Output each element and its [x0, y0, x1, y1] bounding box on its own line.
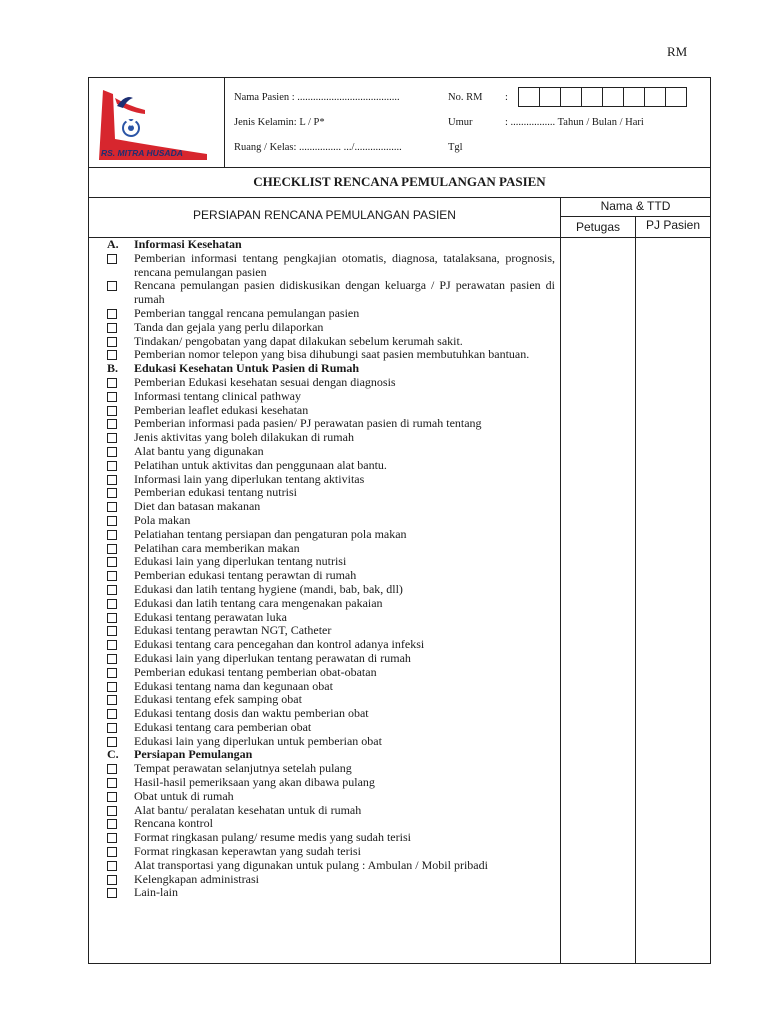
checklist-item-label: Tanda dan gejala yang perlu dilaporkan — [134, 319, 324, 334]
no-rm-boxes[interactable] — [519, 87, 687, 107]
checkbox[interactable] — [107, 654, 117, 664]
column-header — [89, 197, 710, 238]
checklist-item-label: Alat bantu yang digunakan — [134, 443, 264, 458]
section-letter: B. — [107, 361, 119, 376]
rm-corner-label: RM — [667, 44, 688, 59]
checkbox[interactable] — [107, 323, 117, 333]
checklist-item — [103, 680, 555, 694]
checklist-item-label: Edukasi dan latih tentang hygiene (mandi, bab, bak, dll) — [134, 581, 403, 596]
checklist-item-label: Obat untuk di rumah — [134, 788, 234, 803]
checklist-item-label: Tempat perawatan selanjutnya setelah pulang — [134, 761, 352, 776]
checklist-item — [103, 335, 555, 349]
column-header-main: PERSIAPAN RENCANA PEMULANGAN PASIEN — [89, 197, 561, 237]
checkbox[interactable] — [107, 695, 117, 705]
checkbox[interactable] — [107, 281, 117, 291]
checklist-item-label: Edukasi tentang nama dan kegunaan obat — [134, 678, 333, 693]
checkbox[interactable] — [107, 461, 117, 471]
checklist-item-label: Edukasi lain yang diperlukan tentang perawatan di rumah — [134, 650, 411, 665]
checklist-item-label: Jenis aktivitas yang boleh dilakukan di rumah — [134, 430, 354, 445]
checkbox[interactable] — [107, 640, 117, 650]
checklist-item-label: Edukasi tentang cara pemberian obat — [134, 719, 312, 734]
checklist-item — [103, 638, 555, 652]
checklist-content — [103, 238, 555, 900]
jenis-kelamin-field[interactable]: Jenis Kelamin: L / P* — [234, 117, 325, 128]
column-header-nama-ttd: Nama & TTD — [561, 197, 710, 217]
checkbox[interactable] — [107, 557, 117, 567]
checkbox[interactable] — [107, 833, 117, 843]
column-header-petugas: Petugas — [561, 217, 636, 237]
umur-label: Umur — [448, 117, 473, 128]
checkbox[interactable] — [107, 626, 117, 636]
checkbox[interactable] — [107, 778, 117, 788]
no-rm-colon: : — [505, 92, 508, 103]
petugas-signature-column[interactable] — [560, 237, 561, 963]
checkbox[interactable] — [107, 806, 117, 816]
patient-header — [89, 78, 710, 168]
checkbox[interactable] — [107, 737, 117, 747]
checklist-item — [103, 542, 555, 556]
checklist-item-label: Rencana kontrol — [134, 816, 213, 831]
checkbox[interactable] — [107, 488, 117, 498]
checkbox[interactable] — [107, 516, 117, 526]
ruang-kelas-field[interactable]: Ruang / Kelas: ................ .../.................. — [234, 142, 402, 153]
checklist-item-label: Edukasi tentang perawtan NGT, Catheter — [134, 623, 332, 638]
checklist-item — [103, 624, 555, 638]
section-heading — [103, 362, 555, 376]
checklist-item — [103, 555, 555, 569]
checklist-item-label: Pemberian edukasi tentang nutrisi — [134, 485, 297, 500]
checklist-item-label: Pemberian nomor telepon yang bisa dihubungi saat pasien membutuhkan bantuan. — [134, 347, 530, 362]
hospital-logo-icon — [95, 84, 213, 164]
checklist-item — [103, 376, 555, 390]
checkbox[interactable] — [107, 861, 117, 871]
checklist-item-label: Edukasi dan latih tentang cara mengenakan pakaian — [134, 595, 383, 610]
checklist-item — [103, 886, 555, 900]
checklist-item — [103, 528, 555, 542]
checklist-item-label: Alat transportasi yang digunakan untuk pulang : Ambulan / Mobil pribadi — [134, 857, 488, 872]
checkbox[interactable] — [107, 599, 117, 609]
checkbox[interactable] — [107, 502, 117, 512]
checkbox[interactable] — [107, 392, 117, 402]
section-heading — [103, 748, 555, 762]
checkbox[interactable] — [107, 378, 117, 388]
checkbox[interactable] — [107, 350, 117, 360]
checklist-item-label: Pemberian informasi tentang pengkajian otomatis, diagnosa, tatalaksana, prognosis, rencana pemulangan pasien — [134, 250, 555, 279]
page-title: CHECKLIST RENCANA PEMULANGAN PASIEN — [89, 167, 710, 198]
checklist-item — [103, 762, 555, 776]
nama-pasien-field[interactable]: Nama Pasien : ....................................... — [234, 92, 400, 103]
checklist-item — [103, 514, 555, 528]
checklist-item-label: Rencana pemulangan pasien didiskusikan dengan keluarga / PJ perawatan pasien di rumah — [134, 278, 555, 307]
checkbox[interactable] — [107, 406, 117, 416]
checklist-item — [103, 279, 555, 307]
section-title: Edukasi Kesehatan Untuk Pasien di Rumah — [134, 361, 360, 376]
checklist-item — [103, 666, 555, 680]
column-header-pj-pasien: PJ Pasien — [645, 218, 701, 232]
umur-field[interactable]: : ................. Tahun / Bulan / Hari — [505, 117, 644, 128]
checklist-item-label: Hasil-hasil pemeriksaan yang akan dibawa pulang — [134, 775, 375, 790]
checklist-item — [103, 652, 555, 666]
checklist-item — [103, 831, 555, 845]
checklist-item — [103, 321, 555, 335]
checklist-item-label: Pelatihan cara memberikan makan — [134, 540, 300, 555]
checklist-item — [103, 390, 555, 404]
checklist-item — [103, 404, 555, 418]
checkbox[interactable] — [107, 819, 117, 829]
checklist-item — [103, 500, 555, 514]
section-heading — [103, 238, 555, 252]
checkbox[interactable] — [107, 419, 117, 429]
checklist-item-label: Pelatihan untuk aktivitas dan penggunaan alat bantu. — [134, 457, 387, 472]
checklist-item-label: Pelatiahan tentang persiapan dan pengaturan pola makan — [134, 526, 407, 541]
checklist-form — [88, 77, 711, 964]
checkbox[interactable] — [107, 254, 117, 264]
checklist-item — [103, 845, 555, 859]
checklist-item — [103, 473, 555, 487]
checklist-item-label: Edukasi tentang efek samping obat — [134, 692, 302, 707]
logo-text: RS. MITRA HUSADA — [101, 148, 183, 158]
checkbox[interactable] — [107, 888, 117, 898]
section-title: Persiapan Pemulangan — [134, 747, 253, 762]
checklist-item-label: Informasi tentang clinical pathway — [134, 388, 301, 403]
section-letter: A. — [107, 237, 119, 251]
no-rm-label: No. RM — [448, 92, 483, 103]
checklist-item-label: Edukasi tentang cara pencegahan dan kontrol adanya infeksi — [134, 637, 425, 652]
checklist-item-label: Diet dan batasan makanan — [134, 499, 261, 514]
checklist-item — [103, 804, 555, 818]
checkbox[interactable] — [107, 337, 117, 347]
checkbox[interactable] — [107, 613, 117, 623]
checklist-item-label: Alat bantu/ peralatan kesehatan untuk di rumah — [134, 802, 362, 817]
checkbox[interactable] — [107, 709, 117, 719]
checklist-item — [103, 459, 555, 473]
checklist-item — [103, 735, 555, 749]
checkbox[interactable] — [107, 585, 117, 595]
checkbox[interactable] — [107, 433, 117, 443]
pj-pasien-signature-column[interactable] — [635, 237, 636, 963]
checklist-item-label: Format ringkasan keperawtan yang sudah terisi — [134, 844, 361, 859]
checklist-item — [103, 817, 555, 831]
checklist-item — [103, 859, 555, 873]
checklist-item — [103, 445, 555, 459]
checklist-item — [103, 431, 555, 445]
checklist-item — [103, 486, 555, 500]
checklist-item-label: Pemberian Edukasi kesehatan sesuai dengan diagnosis — [134, 374, 396, 389]
checkbox[interactable] — [107, 668, 117, 678]
hospital-logo — [89, 78, 225, 167]
checklist-item — [103, 348, 555, 362]
checklist-item-label: Edukasi lain yang diperlukan untuk pemberian obat — [134, 733, 382, 748]
checkbox[interactable] — [107, 309, 117, 319]
checklist-item-label: Edukasi lain yang diperlukan tentang nutrisi — [134, 554, 347, 569]
checkbox[interactable] — [107, 475, 117, 485]
section-title: Informasi Kesehatan — [134, 237, 242, 251]
checklist-item — [103, 776, 555, 790]
checklist-item-label: Edukasi tentang perawatan luka — [134, 609, 287, 624]
checklist-item — [103, 693, 555, 707]
checklist-item-label: Pemberian edukasi tentang perawtan di rumah — [134, 568, 357, 583]
tgl-label: Tgl — [448, 142, 463, 153]
checklist-item — [103, 583, 555, 597]
checklist-item — [103, 707, 555, 721]
checklist-item — [103, 569, 555, 583]
checklist-item-label: Edukasi tentang dosis dan waktu pemberian obat — [134, 706, 369, 721]
checkbox[interactable] — [107, 792, 117, 802]
checklist-item-label: Pemberian edukasi tentang pemberian obat-obatan — [134, 664, 377, 679]
checklist-item-label: Format ringkasan pulang/ resume medis yang sudah terisi — [134, 830, 411, 845]
checklist-item — [103, 597, 555, 611]
checkbox[interactable] — [107, 530, 117, 540]
checkbox[interactable] — [107, 723, 117, 733]
checklist-item — [103, 252, 555, 280]
checkbox[interactable] — [107, 682, 117, 692]
checklist-item-label: Lain-lain — [134, 885, 178, 900]
checklist-item-label: Informasi lain yang diperlukan tentang aktivitas — [134, 471, 365, 486]
checklist-item-label: Pemberian informasi pada pasien/ PJ perawatan pasien di rumah tentang — [134, 416, 482, 431]
checklist-item — [103, 721, 555, 735]
checklist-item — [103, 417, 555, 431]
checklist-item-label: Pola makan — [134, 512, 191, 527]
checklist-item-label: Kelengkapan administrasi — [134, 871, 259, 886]
checkbox[interactable] — [107, 544, 117, 554]
checklist-item — [103, 611, 555, 625]
checkbox[interactable] — [107, 847, 117, 857]
checklist-item-label: Tindakan/ pengobatan yang dapat dilakukan sebelum kerumah sakit. — [134, 333, 463, 348]
checklist-item-label: Pemberian tanggal rencana pemulangan pasien — [134, 305, 360, 320]
checkbox[interactable] — [107, 447, 117, 457]
section-letter: C. — [107, 747, 119, 762]
checkbox[interactable] — [107, 764, 117, 774]
checklist-item — [103, 873, 555, 887]
checklist-item-label: Pemberian leaflet edukasi kesehatan — [134, 402, 309, 417]
checkbox[interactable] — [107, 875, 117, 885]
checkbox[interactable] — [107, 571, 117, 581]
checklist-item — [103, 790, 555, 804]
checklist-item — [103, 307, 555, 321]
